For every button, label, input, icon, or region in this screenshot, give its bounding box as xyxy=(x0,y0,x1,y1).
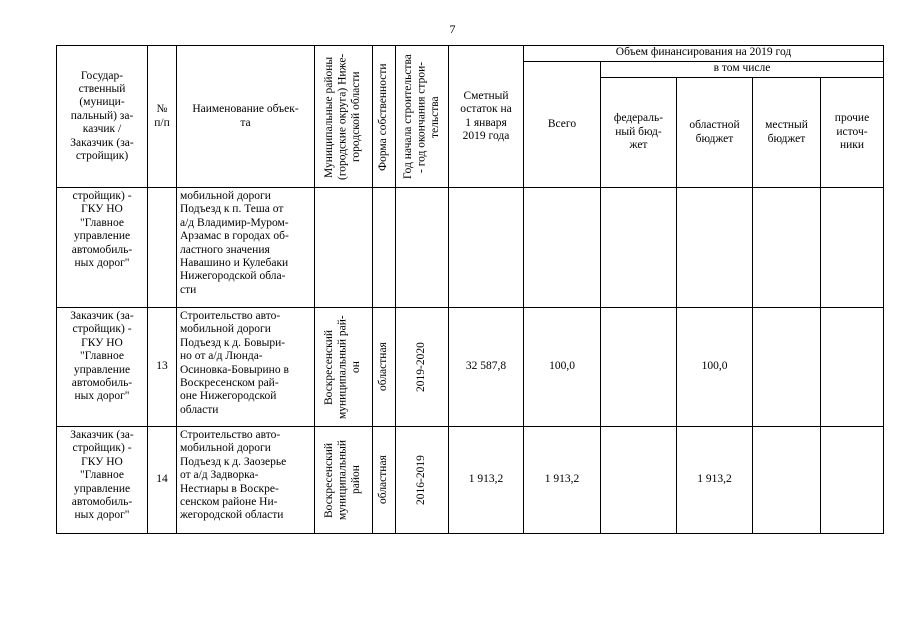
cell-remaining xyxy=(449,188,524,308)
cell-ownership xyxy=(373,188,396,308)
cell-regional-text: 100,0 xyxy=(701,360,728,373)
cell-district-text: Воскресенский муниципальный район xyxy=(323,439,363,521)
header-district-text: Муниципальные районы (городские округа) Ниже- городской области xyxy=(323,53,363,180)
header-funding-group-text: Объем финансирования на 2019 год xyxy=(615,46,792,58)
cell-remaining xyxy=(449,427,524,534)
cell-num xyxy=(148,308,177,427)
header-remaining-text: Сметный остаток на 1 января 2019 года xyxy=(460,89,512,142)
table-row xyxy=(57,188,884,308)
header-total-text: Всего xyxy=(547,117,577,130)
table-row xyxy=(57,427,884,534)
cell-other xyxy=(821,308,884,427)
cell-name xyxy=(177,188,315,308)
header-years-text: Год начала строительства - год окончания строи- тельства xyxy=(401,54,441,179)
cell-ownership-text: областная xyxy=(377,342,390,392)
header-regional-text: областной бюджет xyxy=(689,119,740,145)
header-including xyxy=(601,62,884,78)
header-years xyxy=(396,46,449,188)
cell-total xyxy=(524,188,601,308)
header-ownership-text: Форма собственности xyxy=(377,62,390,171)
cell-federal xyxy=(601,188,677,308)
header-regional xyxy=(677,78,753,188)
header-local-text: местный бюджет xyxy=(765,119,808,145)
cell-federal xyxy=(601,308,677,427)
cell-years-text: 2019-2020 xyxy=(415,342,428,392)
cell-customer-text: Заказчик (за- стройщик) - ГКУ НО "Главное управление автомобиль- ных дорог" xyxy=(70,429,134,522)
cell-district xyxy=(315,308,373,427)
cell-total xyxy=(524,308,601,427)
cell-num-text: 14 xyxy=(156,473,168,486)
cell-other xyxy=(821,427,884,534)
cell-name xyxy=(177,427,315,534)
header-name xyxy=(177,46,315,188)
cell-remaining-text: 32 587,8 xyxy=(465,360,507,373)
cell-ownership xyxy=(373,308,396,427)
header-district xyxy=(315,46,373,188)
cell-total-text: 1 913,2 xyxy=(544,473,580,486)
cell-remaining-text: 1 913,2 xyxy=(468,473,504,486)
cell-years xyxy=(396,427,449,534)
cell-name-text: мобильной дороги Подъезд к п. Теша от а/д Владимир-Муром- Арзамас в городах об- ластного значения Навашино и Кулебаки Нижегородской обла- сти xyxy=(180,190,289,296)
header-name-text: Наименование объек- та xyxy=(192,103,299,129)
cell-district-text: Воскресенский муниципальный рай- он xyxy=(323,315,363,419)
cell-local xyxy=(753,427,821,534)
cell-ownership xyxy=(373,427,396,534)
header-including-text: в том числе xyxy=(713,62,771,74)
header-federal xyxy=(601,78,677,188)
cell-total xyxy=(524,427,601,534)
cell-name-text: Строительство авто- мобильной дороги Подъезд к д. Заозерье от а/д Задворка- Нестиары в Воскре- сенском районе Ни- жегородской области xyxy=(180,429,287,522)
cell-customer-text: стройщик) - ГКУ НО "Главное управление автомобиль- ных дорог" xyxy=(71,190,133,270)
cell-num xyxy=(148,188,177,308)
cell-regional xyxy=(677,188,753,308)
header-federal-text: федераль- ный бюд- жет xyxy=(613,112,664,152)
header-row-1 xyxy=(57,46,884,62)
header-ownership xyxy=(373,46,396,188)
header-customer xyxy=(57,46,148,188)
cell-customer xyxy=(57,427,148,534)
cell-customer-text: Заказчик (за- стройщик) - ГКУ НО "Главное управление автомобиль- ных дорог" xyxy=(70,310,134,403)
header-num-text: № п/п xyxy=(154,103,170,129)
header-local xyxy=(753,78,821,188)
cell-num-text: 13 xyxy=(156,360,168,373)
page-number: 7 xyxy=(449,22,456,36)
cell-federal xyxy=(601,427,677,534)
cell-regional xyxy=(677,427,753,534)
cell-name xyxy=(177,308,315,427)
cell-years-text: 2016-2019 xyxy=(415,455,428,505)
header-total xyxy=(524,62,601,188)
cell-ownership-text: областная xyxy=(377,455,390,505)
cell-customer xyxy=(57,308,148,427)
cell-years xyxy=(396,308,449,427)
header-remaining xyxy=(449,46,524,188)
header-funding-group xyxy=(524,46,884,62)
cell-local xyxy=(753,308,821,427)
cell-local xyxy=(753,188,821,308)
financing-table xyxy=(56,45,884,534)
cell-regional xyxy=(677,308,753,427)
header-customer-text: Государ- ственный (муници- пальный) за- казчик / Заказчик (за- стройщик) xyxy=(70,69,134,163)
cell-years xyxy=(396,188,449,308)
table-row xyxy=(57,308,884,427)
cell-district xyxy=(315,427,373,534)
header-other-text: прочие источ- ники xyxy=(834,112,870,152)
cell-name-text: Строительство авто- мобильной дороги Подъезд к д. Бовыри- но от а/д Люнда- Осиновка-Бовырино в Воскресенском рай- оне Нижегородской области xyxy=(180,310,289,416)
cell-customer xyxy=(57,188,148,308)
header-num xyxy=(148,46,177,188)
cell-num xyxy=(148,427,177,534)
cell-total-text: 100,0 xyxy=(549,360,575,373)
cell-district xyxy=(315,188,373,308)
cell-regional-text: 1 913,2 xyxy=(697,473,732,486)
header-other xyxy=(821,78,884,188)
cell-other xyxy=(821,188,884,308)
cell-remaining xyxy=(449,308,524,427)
